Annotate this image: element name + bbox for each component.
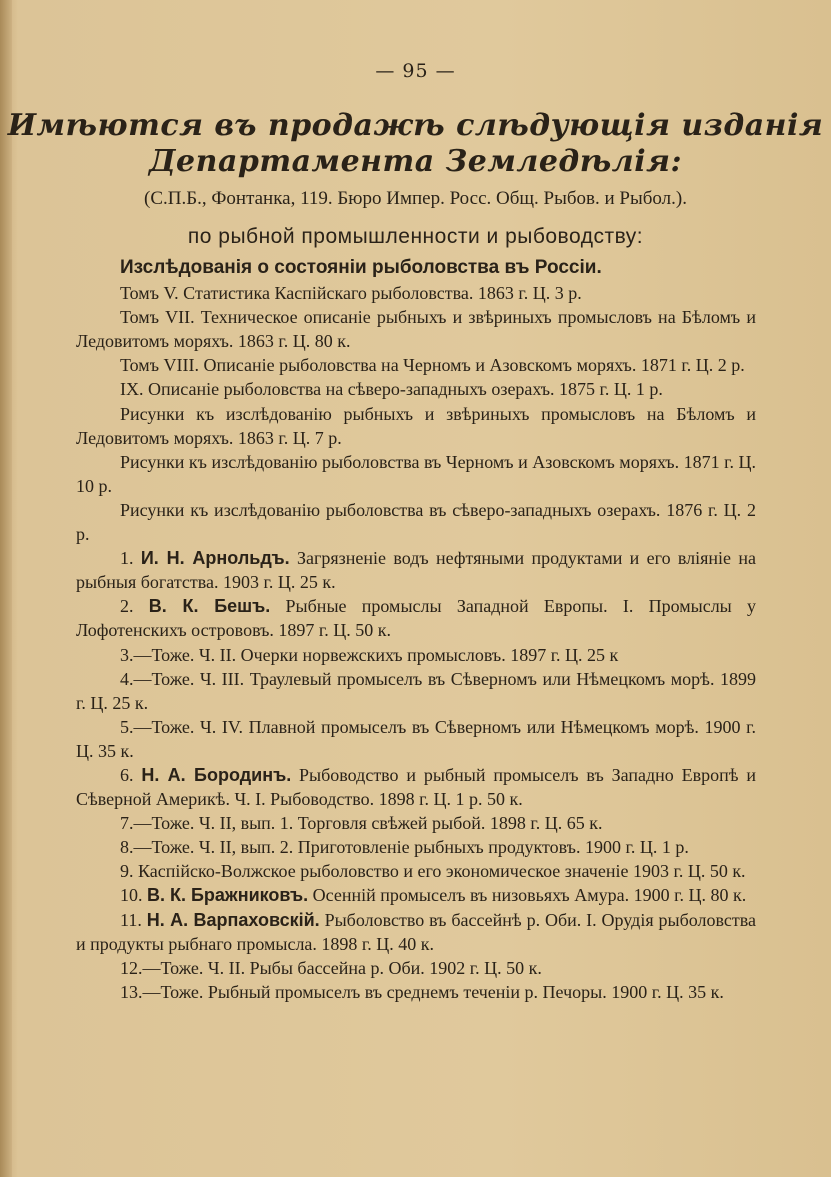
catalog-entry: 5.—Тоже. Ч. IV. Плавной промыселъ въ Сѣверномъ или Нѣмецкомъ морѣ. 1900 г. Ц. 35 к. (76, 716, 756, 761)
entry-number: 10. (120, 885, 143, 906)
catalog-entry: IX. Описаніе рыболовства на сѣверо-западныхъ озерахъ. 1875 г. Ц. 1 р. (120, 379, 663, 400)
catalog-entry: 8.—Тоже. Ч. II, вып. 2. Приготовленіе рыбныхъ продуктовъ. 1900 г. Ц. 1 р. (120, 837, 689, 858)
catalog-entry: 2. В. К. Бешъ. Рыбные промыслы Западной Европы. I. Промыслы у Лофотенскихъ острововъ. 1897 г. Ц. 50 к. (76, 596, 757, 641)
catalog-entry: 11. Н. А. Варпаховскій. Рыболовство въ бассейнѣ р. Оби. I. Орудія рыболовства и продукты рыбнаго промысла. 1898 г. Ц. 40 к. (76, 909, 756, 954)
catalog-entry: 6. Н. А. Бородинъ. Рыбоводство и рыбный промыселъ въ Западно Европѣ и Сѣверной Америкѣ. Ч. I. Рыбоводство. 1898 г. Ц. 1 р. 50 к. (76, 764, 757, 810)
entry-author: И. Н. Арнольдъ. (140, 548, 290, 569)
catalog-entry: Томъ VII. Техническое описаніе рыбныхъ и звѣриныхъ промысловъ на Бѣломъ и Ледовитомъ моряхъ. 1863 г. Ц. 80 к. (76, 307, 756, 352)
entry-author: В. К. Бражниковъ. (147, 885, 309, 906)
entry-number: 6. (120, 764, 134, 785)
heading-line-1: Имѣются въ продажѣ слѣдующія изданія (7, 108, 824, 143)
catalog-entry: Рисунки къ изслѣдованію рыболовства въ сѣверо-западныхъ озерахъ. 1876 г. Ц. 2 р. (76, 499, 756, 545)
entry-number: 11. (120, 909, 142, 930)
subject-line: по рыбной промышленности и рыбоводству: (187, 225, 644, 248)
catalog-entry: 9. Каспійско-Волжское рыболовство и его экономическое значеніе 1903 г. Ц. 50 к. (120, 861, 746, 882)
entry-number: 1. (120, 548, 134, 569)
section-title: Изслѣдованія о состояніи рыболовства въ Россіи. (120, 257, 602, 278)
catalog-body (76, 256, 756, 1004)
catalog-entry: 10. В. К. Бражниковъ. Осенній промыселъ въ низовьяхъ Амура. 1900 г. Ц. 80 к. (120, 885, 747, 906)
entry-author: Н. А. Варпаховскій. (146, 909, 320, 930)
publisher-address: (С.П.Б., Фонтанка, 119. Бюро Импер. Росс. Общ. Рыбов. и Рыбол.). (144, 188, 687, 209)
heading-line-2: Департамента Земледѣлія: (148, 144, 683, 179)
catalog-entry: Рисунки къ изслѣдованію рыболовства въ Черномъ и Азовскомъ моряхъ. 1871 г. Ц. 10 р. (76, 451, 756, 496)
catalog-entry: Томъ V. Статистика Каспійскаго рыболовства. 1863 г. Ц. 3 р. (120, 283, 582, 304)
catalog-entry: 4.—Тоже. Ч. III. Траулевый промыселъ въ Сѣверномъ или Нѣмецкомъ морѣ. 1899 г. Ц. 25 к. (76, 668, 756, 713)
page-number: — 95 — (375, 60, 456, 82)
catalog-entry: 13.—Тоже. Рыбный промыселъ въ среднемъ теченіи р. Печоры. 1900 г. Ц. 35 к. (120, 981, 724, 1002)
catalog-entry: Томъ VIII. Описаніе рыболовства на Черномъ и Азовскомъ моряхъ. 1871 г. Ц. 2 р. (120, 355, 745, 376)
catalog-entry: 12.—Тоже. Ч. II. Рыбы бассейна р. Оби. 1902 г. Ц. 50 к. (120, 957, 542, 978)
entry-author: Н. А. Бородинъ. (141, 764, 292, 785)
entry-number: 2. (120, 596, 134, 617)
catalog-entry: 3.—Тоже. Ч. II. Очерки норвежскихъ промысловъ. 1897 г. Ц. 25 к (120, 644, 619, 665)
catalog-entry: Рисунки къ изслѣдованію рыбныхъ и звѣриныхъ промысловъ на Бѣломъ и Ледовитомъ моряхъ. 1863 г. Ц. 7 р. (76, 403, 756, 448)
entry-author: В. К. Бешъ. (148, 596, 271, 617)
catalog-entry: 7.—Тоже. Ч. II, вып. 1. Торговля свѣжей рыбой. 1898 г. Ц. 65 к. (120, 813, 603, 834)
catalog-entry: 1. И. Н. Арнольдъ. Загрязненіе водъ нефтяными продуктами и его вліяніе на рыбныя богатства. 1903 г. Ц. 25 к. (76, 548, 756, 593)
